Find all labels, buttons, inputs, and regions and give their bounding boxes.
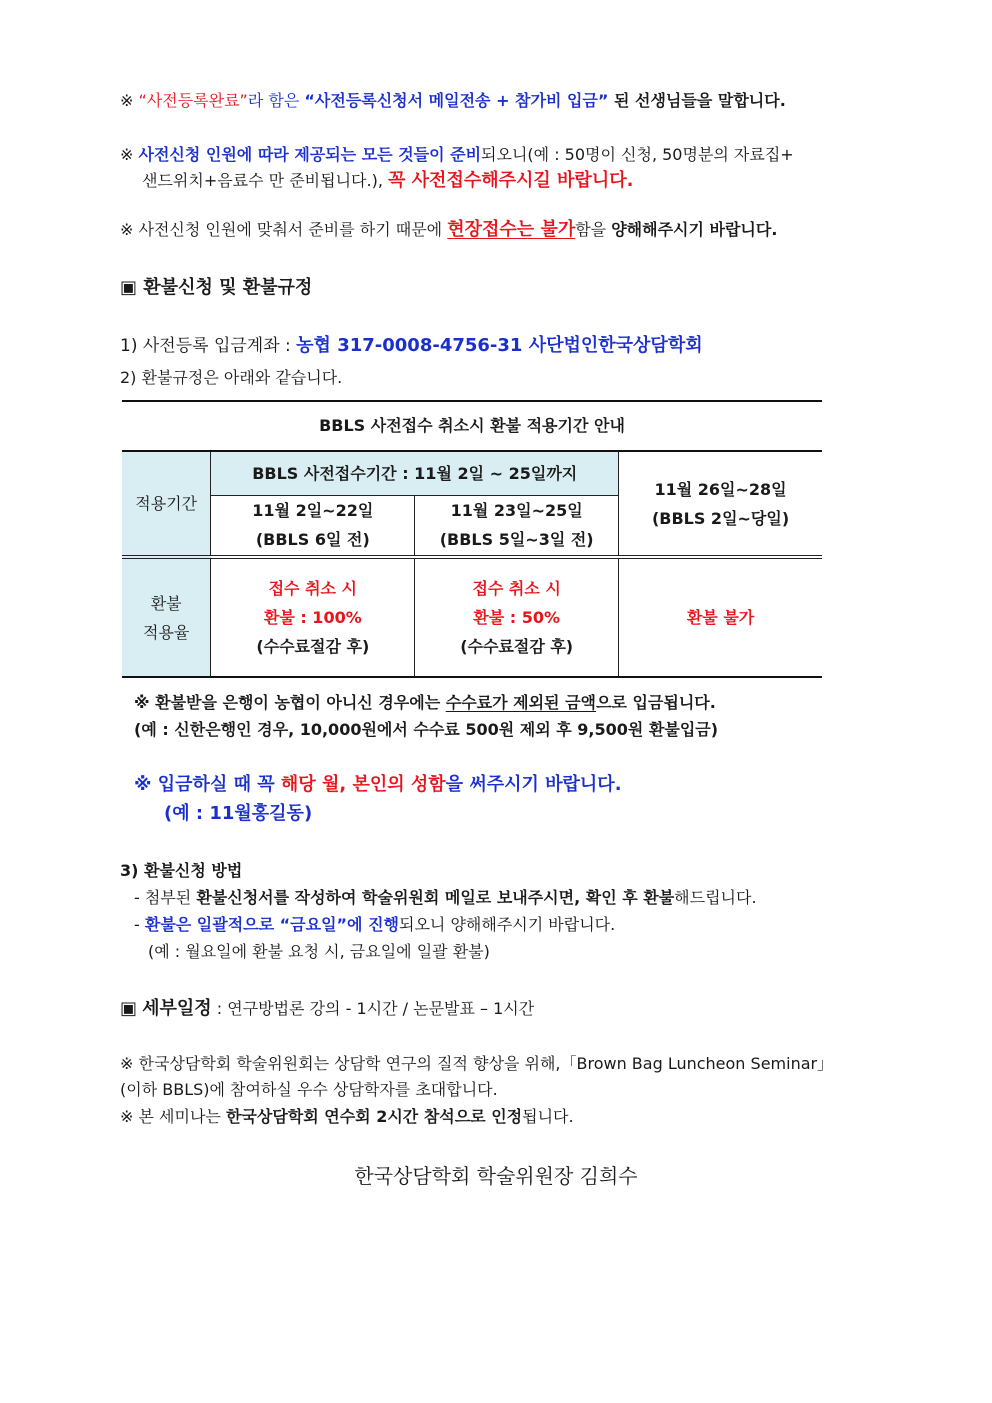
intro-bold-text: 한국상담학회 연수회 2시간 참석으로 인정 — [225, 1107, 523, 1126]
schedule-detail: : 연구방법론 강의 - 1시간 / 논문발표 – 1시간 — [211, 999, 535, 1018]
deposit-note-red: 해당 월, 본인의 성함 — [280, 774, 446, 795]
note-text-end: 양해해주시기 바랍니다. — [611, 220, 778, 239]
registration-period: BBLS 사전접수기간 : 11월 2일 ~ 25일까지 — [211, 451, 619, 495]
deposit-example: (예 : 11월홍길동) — [164, 803, 313, 824]
quote-close: ” — [239, 91, 248, 110]
note-preparation — [120, 142, 872, 194]
square-marker-icon: ▣ — [120, 277, 138, 298]
bank-note-underlined: 수수료가 제외된 금액 — [445, 693, 596, 712]
period-col1-date: 11월 2일~22일 — [252, 501, 374, 521]
rate-col2 — [415, 557, 619, 677]
onsite-not-allowed: 현장접수는 불가 — [447, 219, 576, 240]
schedule-line — [120, 996, 534, 1022]
period-label: 적용기간 — [122, 451, 211, 557]
note-text: 사전신청 인원에 맞춰서 준비를 하기 때문에 — [138, 220, 448, 239]
rate-col1-line2: 환불 : 100% — [263, 608, 362, 627]
note-text-end: 선생님들을 말합니다. — [635, 91, 786, 110]
rate-label — [122, 557, 211, 677]
refund-method-line2 — [134, 912, 615, 938]
account-label: 1) 사전등록 입금계좌 : — [120, 336, 297, 356]
square-marker-icon: ▣ — [120, 998, 138, 1019]
rate-col2-line2: 환불 : 50% — [473, 608, 561, 627]
refund-method-line1 — [134, 885, 757, 911]
intro-line1: ※ 한국상담학회 학술위원회는 상담학 연구의 질적 향상을 위해,「Brown Bag Luncheon Seminar」 — [120, 1054, 834, 1073]
period-col2 — [415, 495, 619, 557]
method-text: - 첨부된 — [134, 888, 197, 907]
period-col3-note: (BBLS 2일~당일) — [651, 508, 790, 528]
definition-text: “사전등록신청서 메일전송 + 참가비 입금” — [304, 91, 609, 110]
reference-mark: ※ — [120, 220, 134, 239]
note-preregistration-definition — [120, 88, 786, 114]
rate-col1-line3: (수수료절감 후) — [256, 637, 370, 656]
bank-note-text: 으로 입금됩니다. — [595, 693, 716, 712]
note-red-emphasis: 꼭 사전접수해주시길 바랍니다. — [388, 170, 634, 191]
reference-mark: ※ — [120, 145, 134, 164]
intro-line3 — [120, 1104, 574, 1130]
schedule-title: 세부일정 — [142, 998, 212, 1019]
method-bold-text: 환불신청서를 작성하여 학술위원회 메일로 보내주시면, 확인 후 환불 — [196, 888, 675, 907]
term-preregistration-complete: 사전등록완료 — [146, 91, 240, 110]
note-text: 샌드위치+음료수 만 준비됩니다.), — [142, 171, 389, 190]
note-no-onsite — [120, 217, 777, 243]
period-col3 — [619, 451, 822, 557]
deposit-name-note — [134, 771, 622, 799]
account-info — [120, 333, 703, 359]
note-blue-text: 사전신청 인원에 따라 제공되는 모든 것들이 준비 — [138, 145, 482, 164]
reference-mark: ※ — [134, 774, 152, 795]
intro-line2: (이하 BBLS)에 참여하실 우수 상담학자를 초대합니다. — [120, 1080, 498, 1099]
period-col1-note: (BBLS 6일 전) — [255, 530, 370, 550]
rate-label-line1: 환불 — [150, 593, 182, 613]
refund-method-title: 3) 환불신청 방법 — [120, 861, 243, 880]
method-text: 되오니 양해해주시기 바랍니다. — [399, 915, 616, 934]
reference-mark: ※ — [120, 91, 134, 110]
rate-label-line2: 적용율 — [143, 622, 190, 642]
refund-table-title: BBLS 사전접수 취소시 환불 적용기간 안내 — [122, 400, 822, 450]
note-text: 된 — [608, 91, 636, 110]
signature: 한국상담학회 학술위원장 김희수 — [354, 1164, 638, 1188]
rate-col2-line3: (수수료절감 후) — [460, 637, 574, 656]
period-col1 — [211, 495, 415, 557]
bank-fee-example: (예 : 신한은행인 경우, 10,000원에서 수수료 500원 제외 후 9,500원 환불입금) — [134, 720, 719, 739]
method-text: - — [134, 915, 145, 934]
note-text: 되오니(예 : 50명이 신청, 50명분의 자료집+ — [481, 145, 794, 164]
intro-text: 됩니다. — [522, 1107, 574, 1126]
note-text: 라 함은 — [247, 91, 305, 110]
method-text: 해드립니다. — [674, 888, 757, 907]
method-blue-text: 환불은 일괄적으로 “금요일”에 진행 — [144, 915, 399, 934]
account-number: 농협 317-0008-4756-31 사단법인한국상담학회 — [296, 335, 703, 356]
refund-table — [122, 450, 822, 678]
refund-rules-intro: 2) 환불규정은 아래와 같습니다. — [120, 368, 343, 387]
period-col2-note: (BBLS 5일~3일 전) — [439, 530, 594, 550]
rate-col1-line1: 접수 취소 시 — [268, 579, 358, 598]
section-refund-heading — [120, 275, 312, 301]
rate-col3: 환불 불가 — [619, 557, 822, 677]
rate-col2-line1: 접수 취소 시 — [472, 579, 561, 598]
rate-col1 — [211, 557, 415, 677]
intro-text: ※ 본 세미나는 — [120, 1107, 226, 1126]
section-title: 환불신청 및 환불규정 — [143, 277, 313, 298]
note-text: 함을 — [575, 220, 612, 239]
bank-note-text: ※ 환불받을 은행이 농협이 아니신 경우에는 — [134, 693, 446, 712]
period-col3-date: 11월 26일~28일 — [654, 479, 787, 499]
quote-open: “ — [138, 91, 147, 110]
bank-fee-note — [134, 690, 716, 716]
deposit-note-text: 을 써주시기 바랍니다. — [445, 774, 622, 795]
period-col2-date: 11월 23일~25일 — [450, 501, 583, 521]
deposit-note-text: 입금하실 때 꼭 — [157, 774, 281, 795]
refund-method-example: (예 : 월요일에 환불 요청 시, 금요일에 일괄 환불) — [148, 942, 490, 961]
